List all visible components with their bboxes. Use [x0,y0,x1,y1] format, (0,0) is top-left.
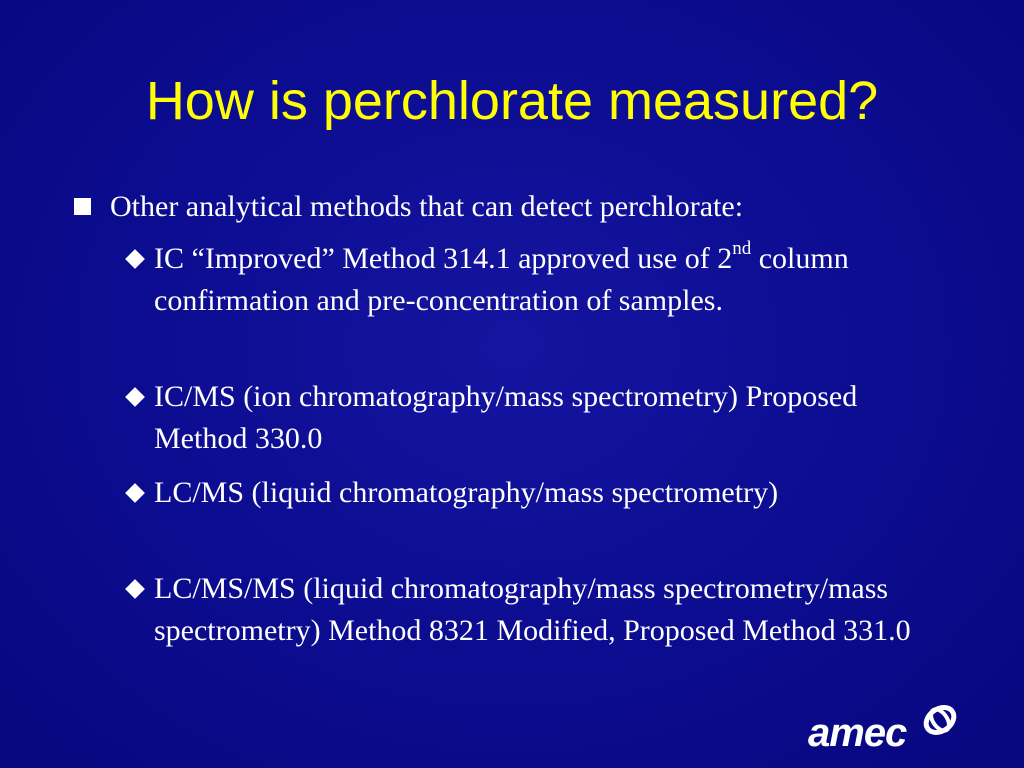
logo-wordmark: amec [808,711,907,755]
slide-title: How is perchlorate measured? [145,71,879,131]
diamond-bullet-icon [125,249,145,269]
diamond-bullet-icon [125,579,145,599]
amec-logo [808,700,958,756]
sub-bullet-text: LC/MS (liquid chromatography/mass spectrometry) [154,476,779,509]
amec-swirl-icon [920,702,960,738]
sub-bullet-text: LC/MS/MS (liquid chromatography/mass spectrometry/mass spectrometry) Method 8321 Modified, Proposed Method 331.0 [154,572,911,647]
square-bullet-icon [74,198,91,215]
diamond-bullet-icon [125,483,145,503]
bullet-text: Other analytical methods that can detect perchlorate: [110,190,744,223]
sub-bullet-text: IC “Improved” Method 314.1 approved use of 2nd column confirmation and pre-concentration of samples. [154,238,849,317]
sub-bullet-text: IC/MS (ion chromatography/mass spectrometry) Proposed Method 330.0 [154,380,858,455]
superscript: nd [732,238,752,259]
diamond-bullet-icon [125,387,145,407]
